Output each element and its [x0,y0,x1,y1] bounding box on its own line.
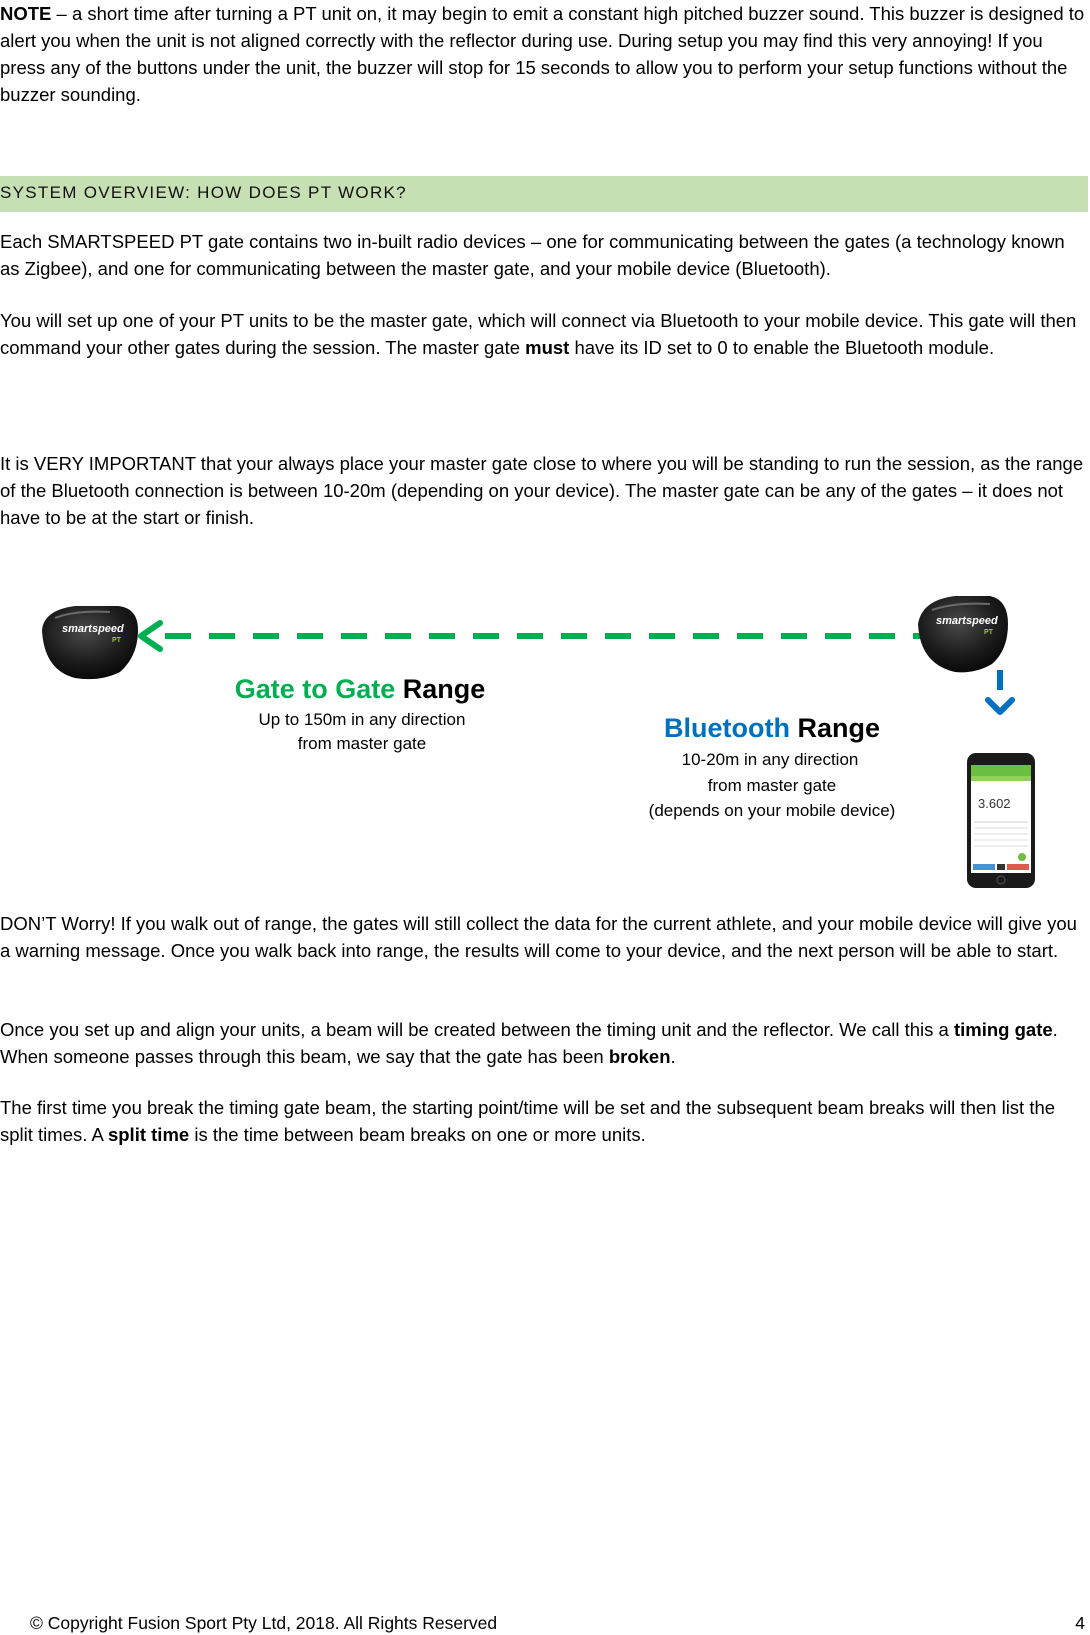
bluetooth-range-line2: from master gate [707,776,837,795]
footer-page-number: 4 [1075,1613,1085,1633]
bluetooth-range-line1: 10-20m in any direction [681,750,859,769]
paragraph-timing-gate [0,1016,1088,1070]
note-text: – a short time after turning a PT unit on, it may begin to emit a constant high pitched buzzer sound. This buzzer is designed to alert you when the unit is not aligned correctly with the reflector during use. During setup you may find this very annoying! If you press any of the buttons under the unit, the buzzer will stop for 15 seconds to allow you to perform your setup functions without the buzzer sounding. [0,3,1085,105]
phone-time-display: 3.602 [978,796,1011,811]
range-diagram [0,560,1090,890]
emphasis-timing-gate: timing gate [953,1019,1053,1040]
paragraph-split-time [0,1094,1088,1148]
green-arrow-head [141,623,160,649]
right-gate-brand: smartspeed [936,615,998,627]
note-label: NOTE [0,3,52,24]
left-gate-unit [42,606,138,679]
mobile-phone [967,753,1035,888]
paragraph-text: Once you set up and align your units, a beam will be created between the timing unit and the reflector. We call this a [0,1019,954,1040]
paragraph-text: . When someone passes through this beam, we say that the gate has been [0,1019,1058,1067]
emphasis-split-time: split time [107,1124,190,1145]
gate-range-title: Gate to Gate Range [234,674,486,704]
left-gate-badge: PT [112,637,121,644]
paragraph-text: . [670,1046,676,1067]
right-gate-badge: PT [984,629,993,636]
paragraph-radio-devices: Each SMARTSPEED PT gate contains two in-built radio devices – one for communicating between the gates (a technology known as Zigbee), and one for communicating between the master gate, and your mobile device (Bluetooth). [0,231,1065,279]
paragraph-out-of-range: DON’T Worry! If you walk out of range, the gates will still collect the data for the current athlete, and your mobile device will give you a warning message. Once you walk back into range, the results will come to your device, and the next person will be able to start. [0,913,1077,961]
right-gate-unit [918,596,1008,672]
footer-copyright: © Copyright Fusion Sport Pty Ltd, 2018. All Rights Reserved [30,1613,498,1633]
paragraph-text: The first time you break the timing gate beam, the starting point/time will be set and the subsequent beam breaks will then list the split times. A [0,1097,1056,1145]
blue-arrow-head [988,700,1012,712]
section-heading-bar [0,176,1088,212]
paragraph-text: is the time between beam breaks on one or more units. [189,1124,646,1145]
section-heading: SYSTEM OVERVIEW: HOW DOES PT WORK? [0,183,407,202]
emphasis-broken: broken [608,1046,671,1067]
paragraph-important: It is VERY IMPORTANT that your always place your master gate close to where you will be standing to run the session, as the range of the Bluetooth connection is between 10-20m (depending on your device). The master gate can be any of the gates – it does not have to be at the start or finish. [0,453,1084,528]
paragraph-master-gate [0,307,1088,361]
emphasis-must: must [525,337,570,358]
gate-range-line2: from master gate [297,734,427,753]
bluetooth-range-title: Bluetooth Range [663,713,881,743]
paragraph-text: have its ID set to 0 to enable the Bluetooth module. [569,337,995,358]
gate-range-line1: Up to 150m in any direction [258,710,466,729]
bluetooth-range-line3: (depends on your mobile device) [648,801,896,820]
paragraph-text: You will set up one of your PT units to be the master gate, which will connect via Bluetooth to your mobile device. This gate will then command your other gates during the session. The master gate [0,310,1077,358]
left-gate-brand: smartspeed [62,623,124,635]
note-paragraph [0,0,1088,108]
